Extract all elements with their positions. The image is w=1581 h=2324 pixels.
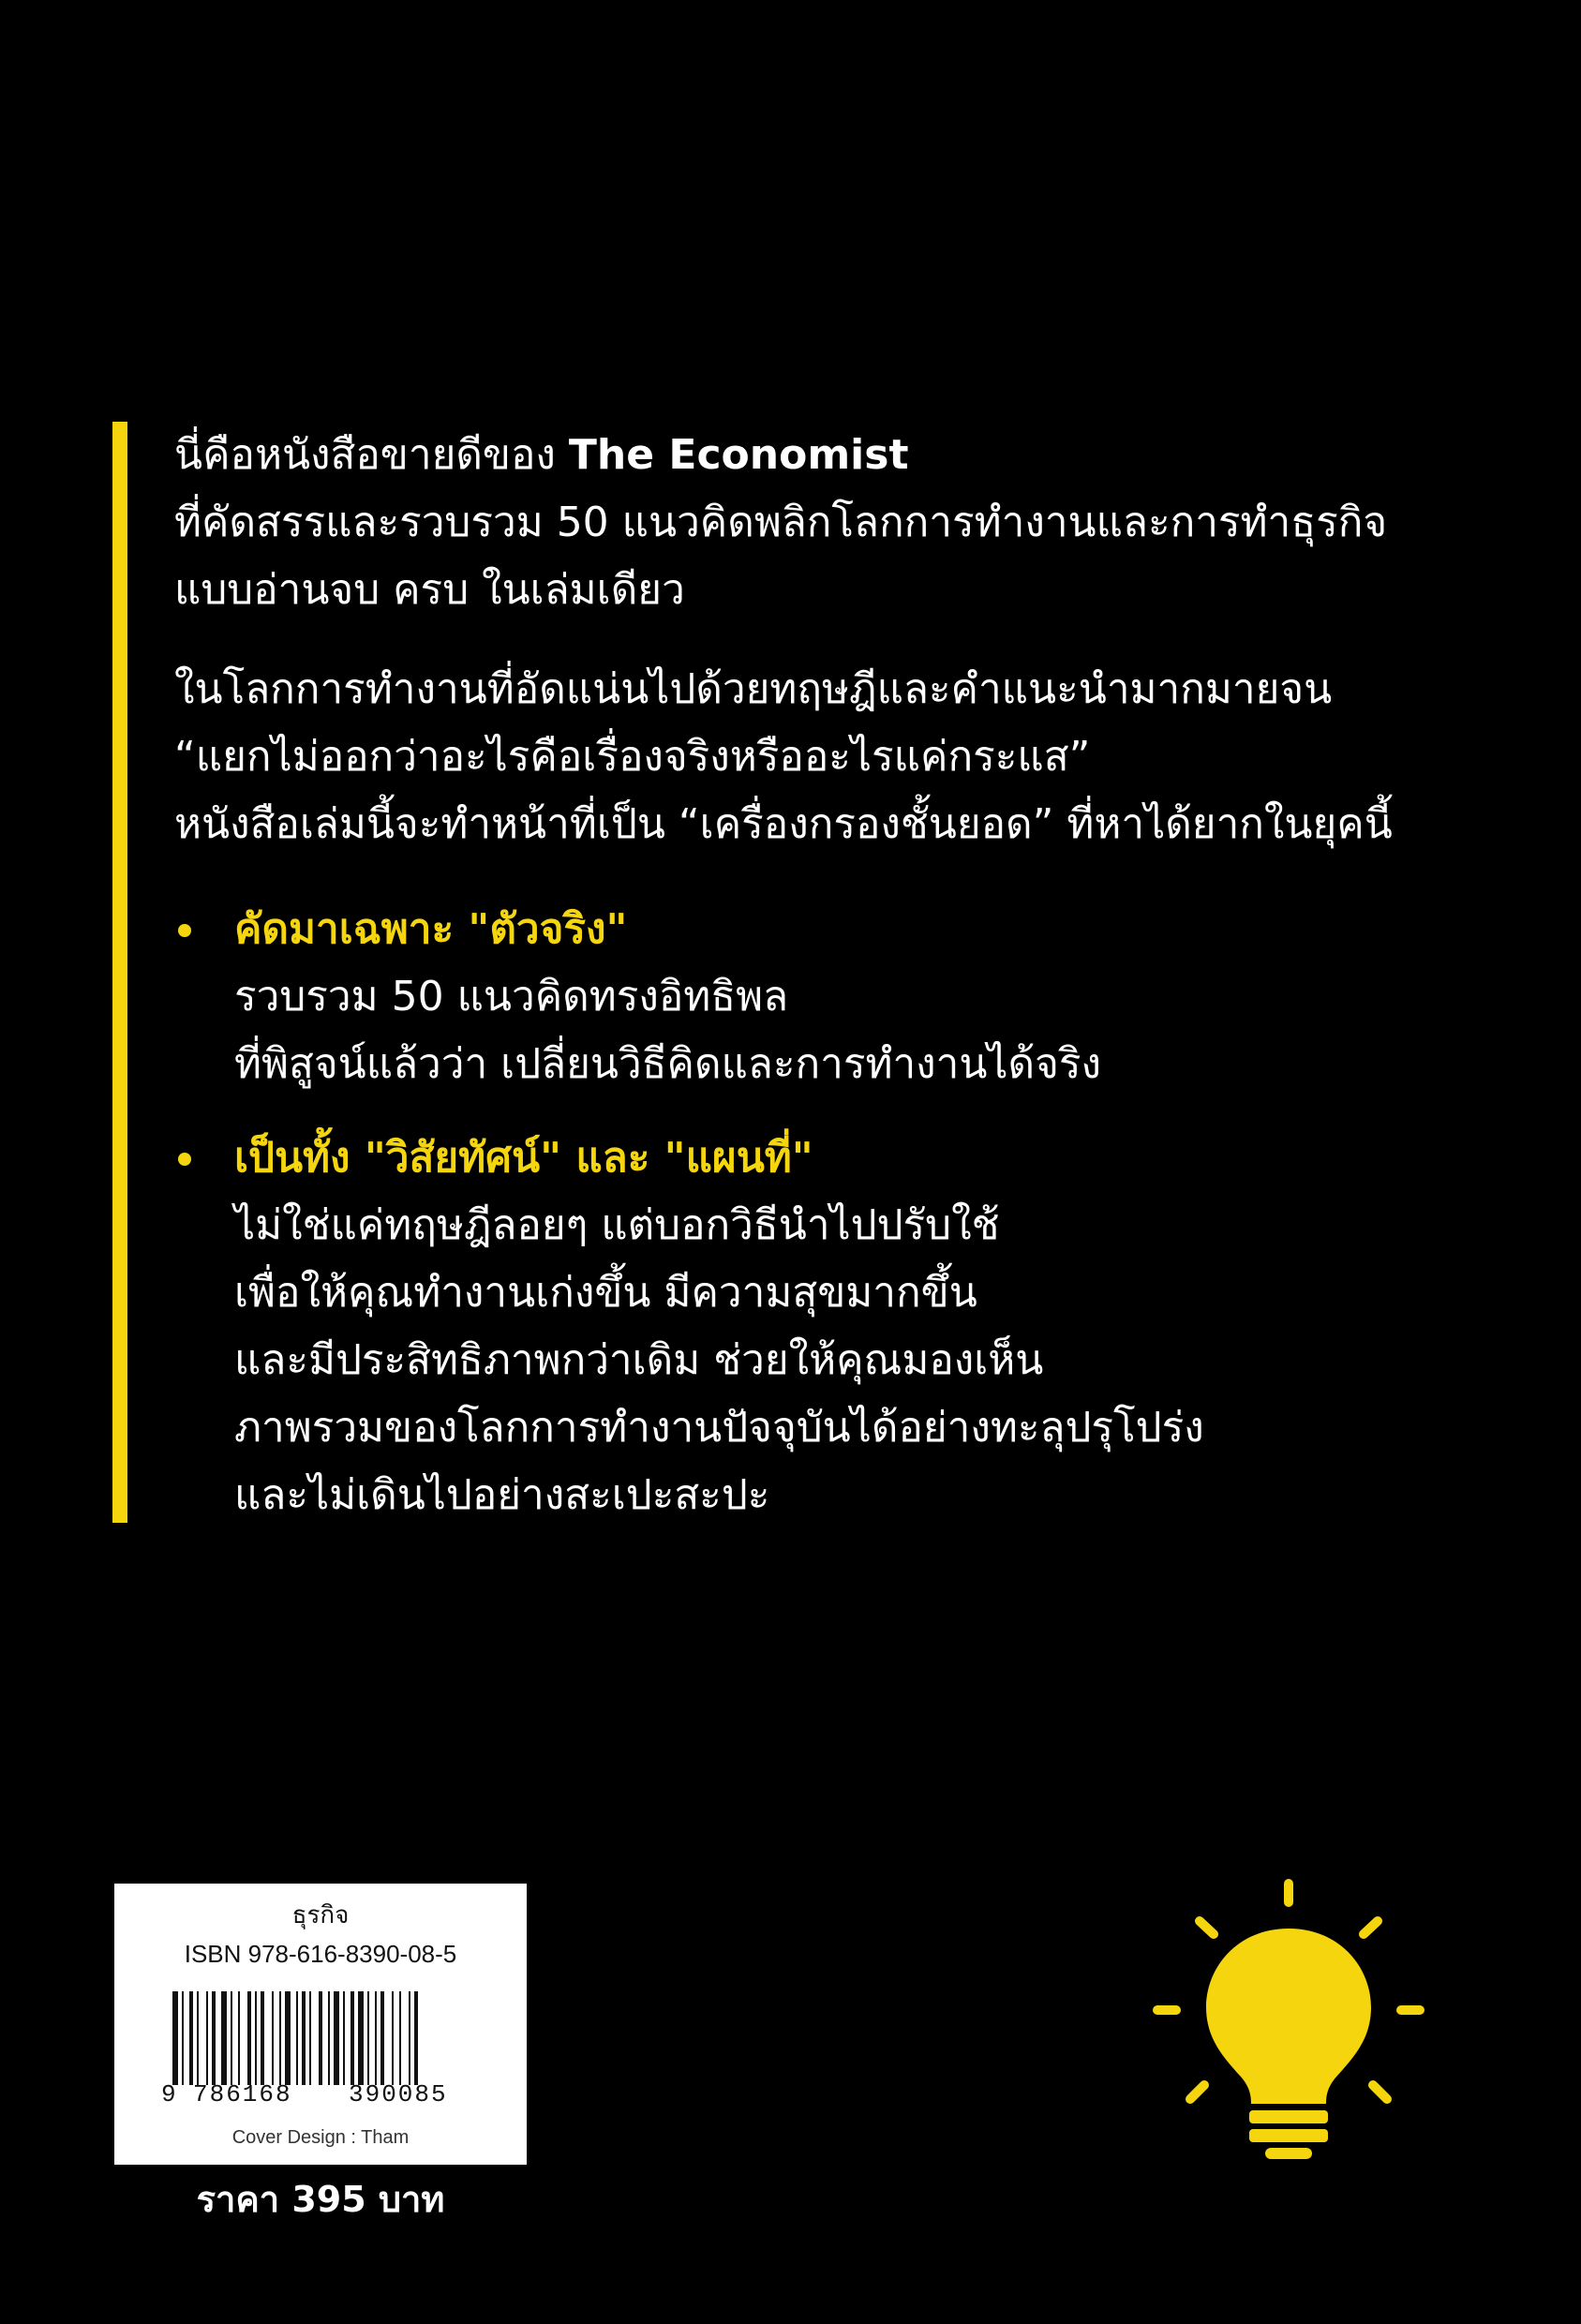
intro-brand: The Economist bbox=[568, 431, 909, 479]
bullet-2-line-2: เพื่อให้คุณทำงานเก่งขึ้น มีความสุขมากขึ้น bbox=[234, 1269, 977, 1317]
intro-paragraph bbox=[174, 422, 1499, 624]
context-paragraph bbox=[174, 656, 1499, 858]
book-category: ธุรกิจ bbox=[291, 1900, 350, 1929]
intro-line-3: แบบอ่านจบ ครบ ในเล่มเดียว bbox=[174, 566, 685, 614]
cover-design-credit: Cover Design : Tham bbox=[231, 2127, 410, 2148]
intro-line-1-prefix: นี่คือหนังสือขายดีของ bbox=[174, 431, 569, 479]
barcode-icon bbox=[172, 1991, 472, 2085]
context-line-2: “แยกไม่ออกว่าอะไรคือเรื่องจริงหรืออะไรแค่กระแส” bbox=[174, 733, 1091, 781]
bullet-1-line-1: รวบรวม 50 แนวคิดทรงอิทธิพล bbox=[234, 973, 789, 1020]
bullet-item-2 bbox=[174, 1125, 1499, 1529]
bullet-dot-icon bbox=[178, 1153, 191, 1166]
barcode-digits-left: 786168 bbox=[193, 2080, 292, 2108]
bullet-item-1 bbox=[174, 896, 1499, 1098]
barcode-digits-right: 390085 bbox=[349, 2080, 448, 2108]
bullet-2-line-5: และไม่เดินไปอย่างสะเปะสะปะ bbox=[234, 1471, 770, 1519]
lightbulb-icon bbox=[1148, 1874, 1429, 2165]
back-cover-blurb bbox=[112, 422, 1499, 1523]
bullet-2-line-3: และมีประสิทธิภาพกว่าเดิม ช่วยให้คุณมองเห็น bbox=[234, 1336, 1044, 1384]
bullet-2-line-4: ภาพรวมของโลกการทำงานปัจจุบันได้อย่างทะลุปรุโปร่ง bbox=[234, 1404, 1204, 1452]
isbn-text: ISBN 978-616-8390-08-5 bbox=[184, 1940, 457, 1968]
barcode-panel bbox=[114, 1884, 527, 2165]
price-label: ราคา 395 บาท bbox=[196, 2179, 445, 2220]
bullet-dot-icon bbox=[178, 924, 191, 937]
bullet-title-2: เป็นทั้ง "วิสัยทัศน์" และ "แผนที่" bbox=[234, 1134, 813, 1182]
context-line-3: หนังสือเล่มนี้จะทำหน้าที่เป็น “เครื่องกรองชั้นยอด” ที่หาได้ยากในยุคนี้ bbox=[174, 800, 1393, 848]
bullet-title-1: คัดมาเฉพาะ "ตัวจริง" bbox=[234, 905, 628, 953]
context-line-1: ในโลกการทำงานที่อัดแน่นไปด้วยทฤษฎีและคำแนะนำมากมายจน bbox=[174, 665, 1333, 713]
barcode-digit-first: 9 bbox=[161, 2080, 176, 2108]
bullet-1-line-2: ที่พิสูจน์แล้วว่า เปลี่ยนวิธีคิดและการทำงานได้จริง bbox=[234, 1040, 1102, 1088]
intro-line-1 bbox=[174, 422, 1499, 489]
intro-line-2: ที่คัดสรรและรวบรวม 50 แนวคิดพลิกโลกการทำงานและการทำธุรกิจ bbox=[174, 499, 1388, 546]
bullet-2-line-1: ไม่ใช่แค่ทฤษฎีลอยๆ แต่บอกวิธีนำไปปรับใช้ bbox=[234, 1201, 1000, 1249]
